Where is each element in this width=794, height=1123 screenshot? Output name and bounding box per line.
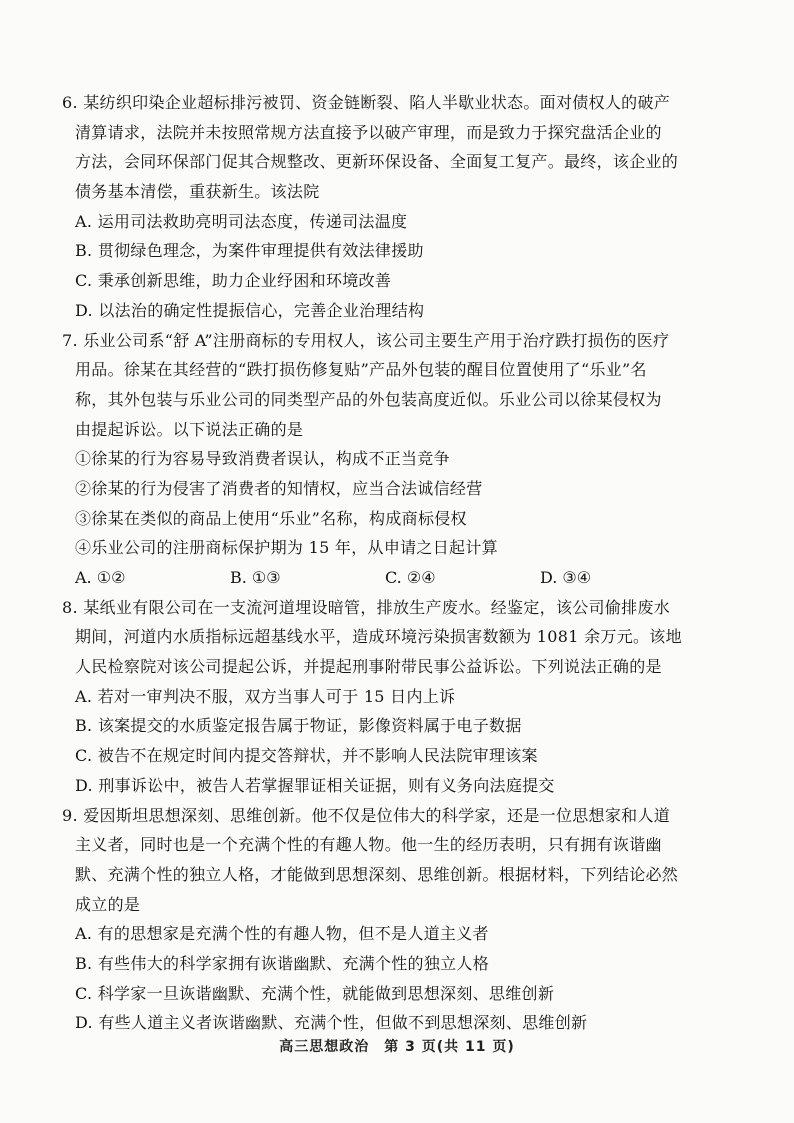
question-8 <box>62 593 742 801</box>
question-8-stem-line: 人民检察院对该公司提起公诉，并提起刑事附带民事公益诉讼。下列说法正确的是 <box>75 657 662 677</box>
question-7-option-b: B. ①③ <box>230 568 281 587</box>
question-6-stem-line: 方法，会同环保部门促其合规整改、更新环保设备、全面复工复产。最终，该企业的 <box>75 152 679 172</box>
question-6-option-c: C. 秉承创新思维，助力企业纾困和环境改善 <box>75 271 392 291</box>
question-7 <box>62 326 742 593</box>
question-7-option-a: A. ①② <box>75 568 126 587</box>
question-7-stem-line: 用品。徐某在其经营的“跌打损伤修复贴”产品外包装的醒目位置使用了“乐业”名 <box>75 360 647 380</box>
question-6-option-d: D. 以法治的确定性提振信心，完善企业治理结构 <box>75 300 425 320</box>
question-9-option-a: A. 有的思想家是充满个性的有趣人物，但不是人道主义者 <box>75 924 489 944</box>
question-9-stem-line: 成立的是 <box>75 894 141 914</box>
question-7-statement-2: ②徐某的行为侵害了消费者的知情权，应当合法诚信经营 <box>75 478 483 498</box>
question-8-stem-line: 8. 某纸业有限公司在一支流河道埋设暗管，排放生产废水。经鉴定，该公司偷排废水 <box>62 597 671 617</box>
question-9-option-d: D. 有些人道主义者诙谐幽默、充满个性，但做不到思想深刻、思维创新 <box>75 1013 588 1033</box>
question-6-stem-line: 6. 某纺织印染企业超标排污被罚、资金链断裂、陷人半歇业状态。面对债权人的破产 <box>62 93 671 112</box>
question-9-stem-line: 主义者，同时也是一个充满个性的有趣人物。他一生的经历表明，只有拥有诙谐幽 <box>75 835 662 855</box>
question-8-option-b: B. 该案提交的水质鉴定报告属于物证，影像资料属于电子数据 <box>75 716 522 736</box>
question-9 <box>62 801 742 1039</box>
question-8-option-c: C. 被告不在规定时间内提交答辩状，并不影响人民法院审理该案 <box>75 746 538 766</box>
question-9-option-b: B. 有些伟大的科学家拥有诙谐幽默、充满个性的独立人格 <box>75 953 490 973</box>
question-8-stem-line: 期间，河道内水质指标远超基线水平，造成环境污染损害数额为 1081 余万元。该地 <box>75 627 682 647</box>
question-6-stem-line: 清算请求，法院并未按照常规方法直接予以破产审理，而是致力于探究盘活企业的 <box>75 122 662 142</box>
question-6-option-a: A. 运用司法救助亮明司法态度，传递司法温度 <box>75 211 408 231</box>
question-8-option-a: A. 若对一审判决不服，双方当事人可于 15 日内上诉 <box>75 686 456 706</box>
question-7-stem-line: 称，其外包装与乐业公司的同类型产品的外包装高度近似。乐业公司以徐某侵权为 <box>75 389 662 409</box>
question-7-statement-4: ④乐业公司的注册商标保护期为 15 年，从申请之日起计算 <box>75 538 498 558</box>
question-7-stem-line: 由提起诉讼。以下说法正确的是 <box>75 419 304 439</box>
question-9-option-c: C. 科学家一旦诙谐幽默、充满个性，就能做到思想深刻、思维创新 <box>75 983 555 1003</box>
page-footer: 高三思想政治 第 3 页(共 11 页) <box>279 1039 515 1055</box>
question-6-option-b: B. 贯彻绿色理念，为案件审理提供有效法律援助 <box>75 241 424 261</box>
question-7-option-c: C. ②④ <box>385 568 436 587</box>
question-7-options <box>62 563 742 593</box>
question-7-statement-1: ①徐某的行为容易导致消费者误认，构成不正当竞争 <box>75 449 450 469</box>
question-7-statement-3: ③徐某在类似的商品上使用“乐业”名称，构成商标侵权 <box>75 508 467 528</box>
question-7-stem-line: 7. 乐业公司系“舒 A”注册商标的专用权人，该公司主要生产用于治疗跌打损伤的医疗 <box>62 330 670 350</box>
question-9-stem-line: 默、充满个性的独立人格，才能做到思想深刻、思维创新。根据材料，下列结论必然 <box>75 864 679 884</box>
question-7-option-d: D. ③④ <box>540 568 592 587</box>
question-6-stem-line: 债务基本清偿，重获新生。该法院 <box>75 182 320 202</box>
question-list <box>62 88 742 1038</box>
question-9-stem-line: 9. 爱因斯坦思想深刻、思维创新。他不仅是位伟大的科学家，还是一位思想家和人道 <box>62 805 671 825</box>
question-6 <box>62 88 742 326</box>
question-8-option-d: D. 刑事诉讼中，被告人若掌握罪证相关证据，则有义务向法庭提交 <box>75 775 555 795</box>
